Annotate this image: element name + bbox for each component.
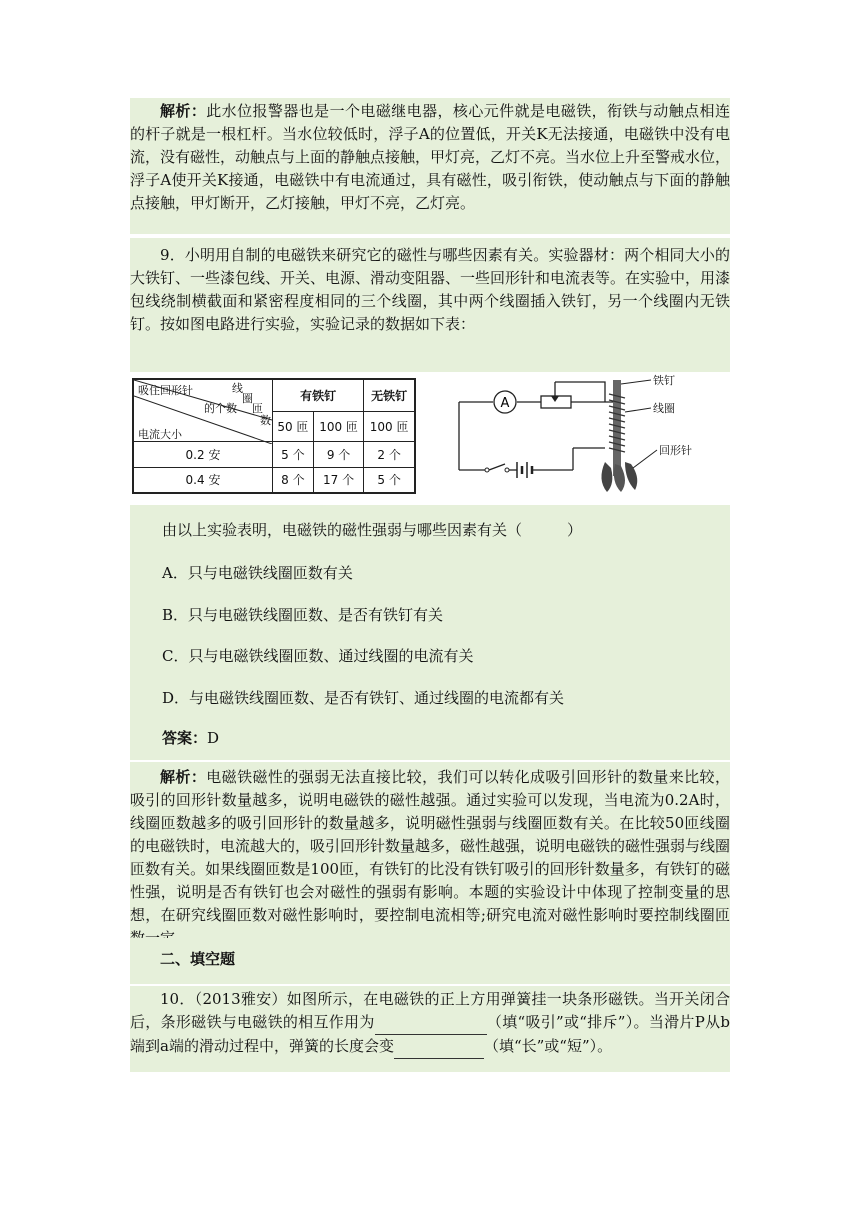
turns-cell: 50 匝: [273, 411, 314, 441]
option-c: C．只与电磁铁线圈匝数、通过线圈的电流有关: [162, 647, 474, 665]
analysis-block-2: [130, 762, 730, 938]
circuit-diagram: [455, 372, 725, 494]
blank-1[interactable]: [375, 1011, 487, 1035]
label-nail: 铁钉: [653, 374, 675, 387]
header-no-nail: 无铁钉: [364, 379, 415, 411]
question-10-text: [130, 988, 730, 1059]
section-heading: 二、填空题: [160, 950, 236, 968]
diag-label-turns-3: 匝: [252, 402, 263, 415]
question-10-block: [130, 986, 730, 1072]
analysis-block-1: [130, 98, 730, 234]
option-b: B．只与电磁铁线圈匝数、是否有铁钉有关: [162, 606, 444, 624]
answer-line: [162, 727, 219, 750]
turns-cell: 100 匝: [313, 411, 364, 441]
header-with-nail: 有铁钉: [273, 379, 364, 411]
question-9-text: 9．小明用自制的电磁铁来研究它的磁性与哪些因素有关。实验器材：两个相同大小的大铁钉、一些漆包线、开关、电源、滑动变阻器、一些回形针和电流表等。在实验中，用漆包线绕制横截面和紧密程度相同的三个线圈，其中两个线圈插入铁钉，另一个线圈内无铁钉。按如图电路进行实验，实验记录的数据如下表：: [130, 246, 731, 333]
analysis-label: 解析：: [160, 102, 207, 120]
label-clip: 回形针: [659, 444, 692, 457]
count-cell: 8 个: [273, 467, 314, 493]
diag-label-current: 电流大小: [138, 428, 182, 441]
current-cell: 0.4 安: [133, 467, 273, 493]
q10-part3: （填“长”或“短”）。: [483, 1037, 613, 1055]
answer-label: 答案：: [162, 729, 208, 747]
table-row: [133, 467, 415, 493]
q10-part1: 10．（2013雅安）如图所示，在电磁铁的正上方用弹簧挂一块条形磁铁。当开关闭合后，条形磁铁与电磁铁的相互作用为: [130, 990, 730, 1031]
circuit-figure: [455, 372, 725, 494]
label-coil: 线圈: [653, 402, 675, 415]
section-block: [130, 938, 730, 984]
count-cell: 17 个: [313, 467, 364, 493]
blank-2[interactable]: [394, 1035, 484, 1059]
diag-label-clips-2: 的个数: [204, 402, 237, 415]
diag-label-turns-2: 圈: [242, 392, 253, 405]
analysis-text: 此水位报警器也是一个电磁继电器，核心元件就是电磁铁，衔铁与动触点相连的杆子就是一根杠杆。当水位较低时，浮子A的位置低，开关K无法接通，电磁铁中没有电流，没有磁性，动触点与上面的静触点接触，甲灯亮，乙灯不亮。当水位上升至警戒水位，浮子A使开关K接通，电磁铁中有电流通过，具有磁性，吸引衔铁，使动触点与下面的静触点接触，甲灯断开，乙灯接触，甲灯不亮，乙灯亮。: [130, 102, 731, 212]
option-d: D．与电磁铁线圈匝数、是否有铁钉、通过线圈的电流都有关: [162, 689, 565, 707]
count-cell: 5 个: [273, 441, 314, 467]
analysis-text: 电磁铁磁性的强弱无法直接比较，我们可以转化成吸引回形针的数量来比较，吸引的回形针数量越多，说明电磁铁的磁性越强。通过实验可以发现，当电流为0.2A时，线圈匝数越多的吸引回形针的数量越多，说明磁性强弱与线圈匝数有关。在比较50匝线圈的电磁铁时，电流越大的，吸引回形针数量越多，磁性越强，说明电磁铁的磁性强弱与线圈匝数有关。如果线圈匝数是100匝，有铁钉的比没有铁钉吸引的回形针数量多，有铁钉的磁性强，说明是否有铁钉也会对磁性的强弱有影响。本题的实验设计中体现了控制变量的思想，在研究线圈匝数对磁性影响时，要控制电流相等;研究电流对磁性影响时要控制线圈匝: [130, 768, 731, 924]
diag-label-turns-4: 数: [260, 414, 271, 427]
data-table: [132, 378, 416, 492]
question-stem: 由以上实验表明，电磁铁的磁性强弱与哪些因素有关（ ）: [162, 521, 583, 539]
question-9-block: [130, 238, 730, 372]
ammeter-label: A: [500, 396, 510, 411]
current-cell: 0.2 安: [133, 441, 273, 467]
option-a: A．只与电磁铁线圈匝数有关: [162, 564, 353, 582]
table-row: [133, 441, 415, 467]
count-cell: 9 个: [313, 441, 364, 467]
count-cell: 2 个: [364, 441, 415, 467]
answer-value: D: [207, 729, 220, 747]
question-options-block: [130, 505, 730, 760]
diag-label-turns-1: 线: [232, 382, 243, 395]
table-diagonal-header: [133, 379, 273, 441]
count-cell: 5 个: [364, 467, 415, 493]
diag-label-clips-1: 吸住回形针: [138, 384, 193, 397]
analysis-paragraph-1: [130, 100, 730, 215]
q10-part2: （填“吸引”或“排斥”）。当滑片P从b端到a端的滑动过程中，弹簧的长度会变: [130, 1013, 730, 1055]
analysis-paragraph-2: [130, 766, 730, 950]
turns-cell: 100 匝: [364, 411, 415, 441]
analysis-label: 解析：: [160, 768, 207, 786]
